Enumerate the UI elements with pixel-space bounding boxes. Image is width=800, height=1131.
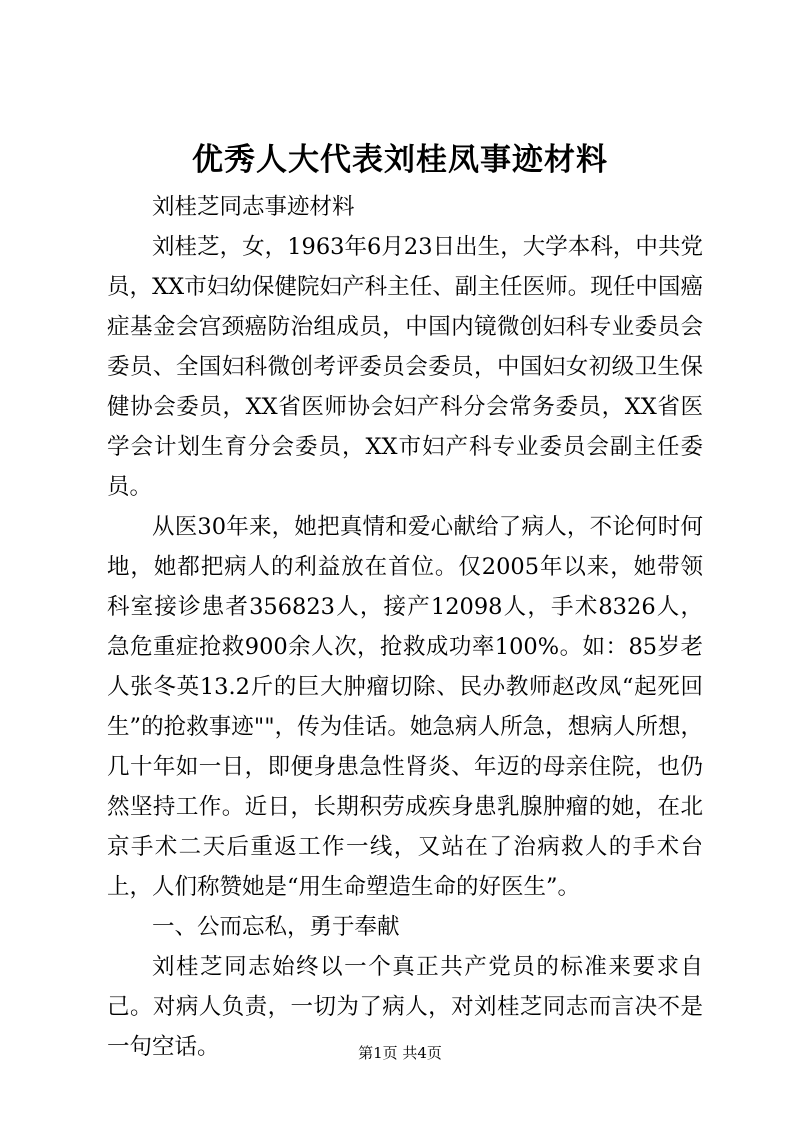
section-heading: 一、公而忘私，勇于奉献: [152, 914, 400, 940]
profile-paragraph: 刘桂芝，女，1963年6月23日出生，大学本科，中共党员，XX市妇幼保健院妇产科主任、副主任医师。现任中国癌症基金会宫颈癌防治组成员，中国内镜微创妇科专业委员会委员、全国妇科微创考评委员会委员，中国妇女初级卫生保健协会委员，XX省医师协会妇产科分会常务委员，XX省医学会计划生育分会委员，XX市妇产科专业委员会副主任委员。: [107, 234, 703, 500]
page-number-footer: 第1页 共4页: [358, 1044, 442, 1062]
subtitle-paragraph: 刘桂芝同志事迹材料: [152, 194, 355, 220]
document-body: [107, 187, 703, 1067]
section-paragraph: 刘桂芝同志始终以一个真正共产党员的标准来要求自己。对病人负责，一切为了病人，对刘桂芝同志而言决不是一句空话。: [107, 954, 703, 1060]
achievements-paragraph: 从医30年来，她把真情和爱心献给了病人，不论何时何地，她都把病人的利益放在首位。仅2005年以来，她带领科室接诊患者356823人，接产12098人，手术8326人，急危重症抢救900余人次，抢救成功率100%。如：85岁老人张冬英13.2斤的巨大肿瘤切除、民办教师赵改凤“起死回生”的抢救事迹""，传为佳话。她急病人所急，想病人所想，几十年如一日，即便身患急性肾炎、年迈的母亲住院，也仍然坚持工作。近日，长期积劳成疾身患乳腺肿瘤的她，在北京手术二天后重返工作一线，又站在了治病救人的手术台上，人们称赞她是“用生命塑造生命的好医生”。: [107, 514, 703, 900]
document-title: 优秀人大代表刘桂凤事迹材料: [192, 142, 608, 178]
